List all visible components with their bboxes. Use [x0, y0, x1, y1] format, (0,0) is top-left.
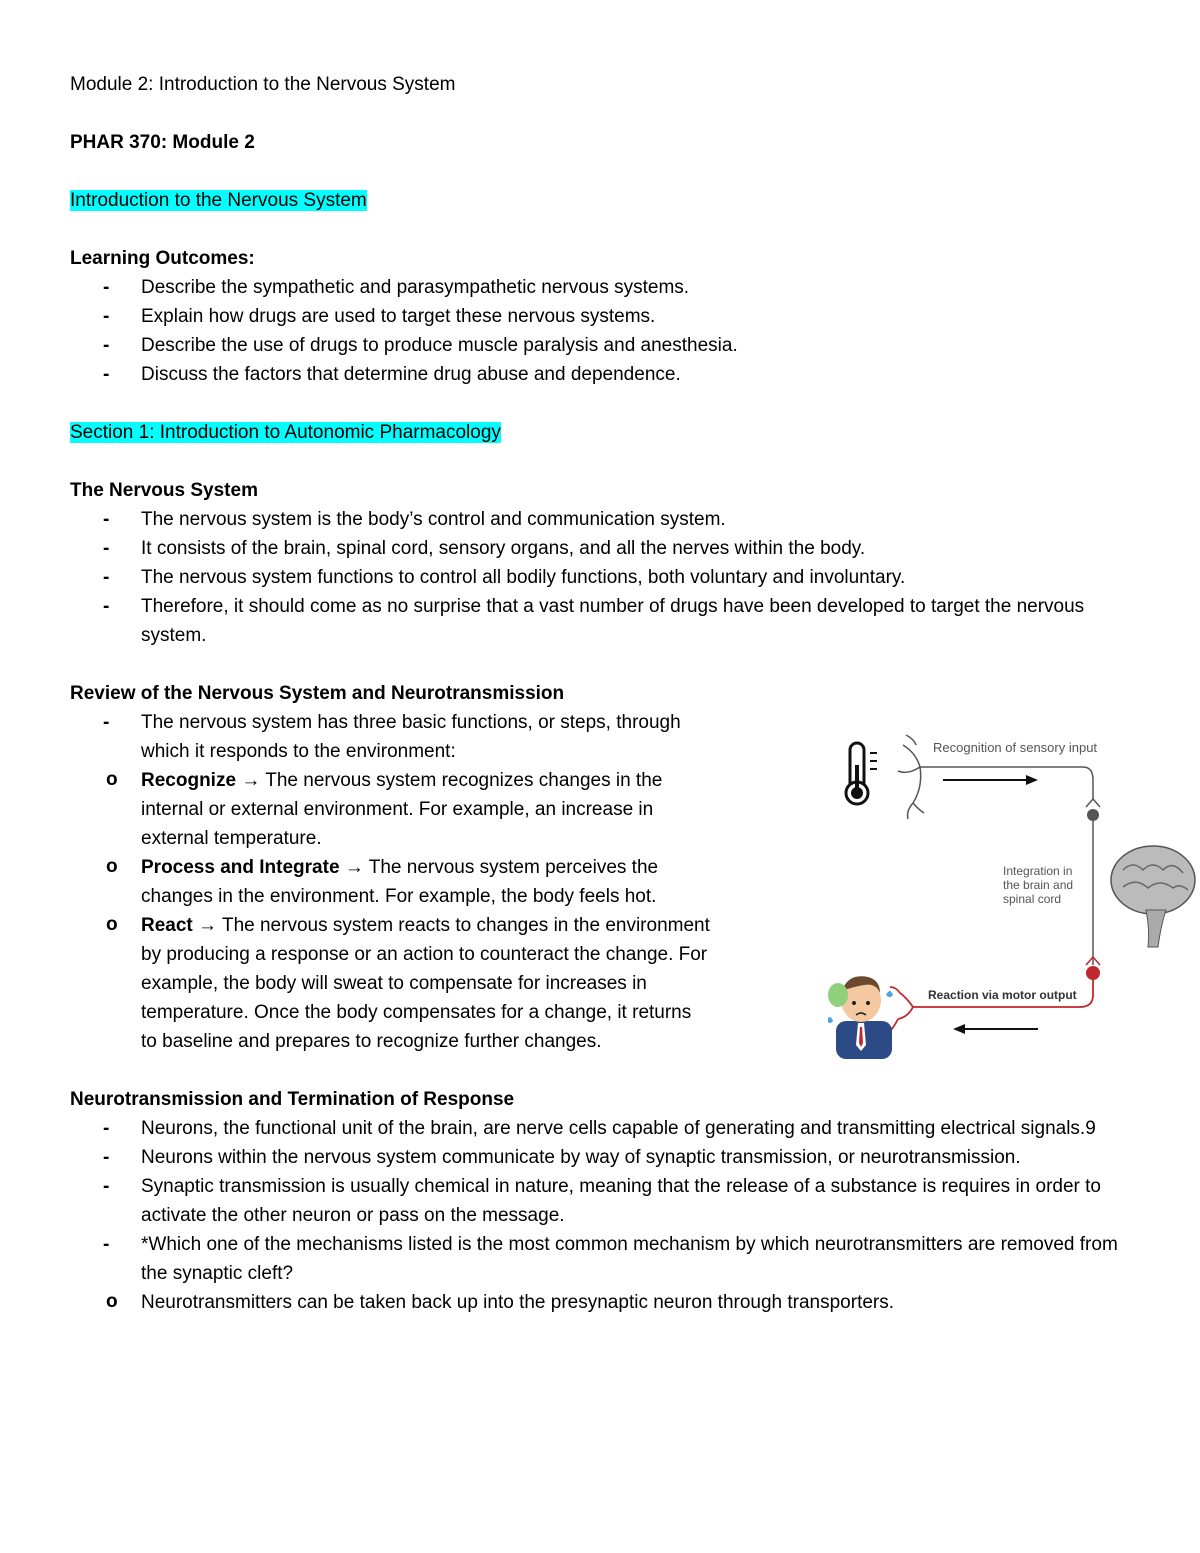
label-motor: Reaction via motor output: [928, 988, 1077, 1002]
learning-outcomes-list: [70, 273, 1140, 389]
sweating-person-icon: [828, 976, 893, 1059]
list-item: - Describe the use of drugs to produce muscle paralysis and anesthesia.: [70, 331, 1140, 360]
list-item: - *Which one of the mechanisms listed is the most common mechanism by which neurotransmitters are removed from the synaptic cleft? o Neurotransmitters can be taken back up into the presynaptic neuron through transporters.: [70, 1230, 1130, 1317]
label-sensory: Recognition of sensory input: [933, 740, 1098, 755]
arrow-icon: →: [344, 857, 364, 878]
list-item: - Neurons within the nervous system communicate by way of synaptic transmission, or neurotransmission.: [70, 1143, 1130, 1172]
highlighted-title: Introduction to the Nervous System: [70, 190, 367, 211]
review-heading: Review of the Nervous System and Neurotransmission: [70, 683, 565, 704]
list-item: - The nervous system functions to control all bodily functions, both voluntary and involuntary.: [70, 563, 1140, 592]
list-item: - It consists of the brain, spinal cord, sensory organs, and all the nerves within the body.: [70, 534, 1140, 563]
document-body: [70, 70, 1140, 1317]
review-steps: [70, 766, 780, 1056]
review-list: [70, 708, 770, 1056]
review-intro: - The nervous system has three basic functions, or steps, through which it responds to the environment: o Recognize → The nervous system recognizes changes in the internal or external environment. For example, an increase in external temperature. o Process and Integrate → The nervous system perceives the changes in the environment. For example, the body feels hot. o React → The nervous system reacts to changes in the environment by producing a response or an action to counteract the change. For example, the body will sweat to compensate for increases in temperature. Once the body compensates for a change, it returns to baseline and prepares to recognize further changes.: [70, 708, 681, 1056]
list-item: - Describe the sympathetic and parasympathetic nervous systems.: [70, 273, 1140, 302]
nervous-system-diagram: [828, 725, 1200, 1070]
label-integration-2: the brain and: [1003, 878, 1074, 892]
label-integration-3: spinal cord: [1003, 892, 1062, 906]
list-item: - The nervous system is the body’s control and communication system.: [70, 505, 1140, 534]
list-item: - Synaptic transmission is usually chemical in nature, meaning that the release of a substance is requires in order to activate the other neuron or pass on the message.: [70, 1172, 1130, 1230]
list-item: - Therefore, it should come as no surprise that a vast number of drugs have been developed to target the nervous system.: [70, 592, 1140, 650]
step-process: o Process and Integrate → The nervous system perceives the changes in the environment. For example, the body feels hot.: [70, 853, 711, 911]
list-item: - Discuss the factors that determine drug abuse and dependence.: [70, 360, 1140, 389]
sub-list: [70, 1288, 1130, 1317]
nervous-system-heading: The Nervous System: [70, 480, 258, 501]
course-title: PHAR 370: Module 2: [70, 132, 255, 153]
step-react: o React → The nervous system reacts to changes in the environment by producing a response or an action to counteract the change. For example, the body will sweat to compensate for increases in temperature. Once the body compensates for a change, it returns to baseline and prepares to recognize further changes.: [70, 911, 711, 1056]
neurotransmission-heading: Neurotransmission and Termination of Response: [70, 1089, 515, 1110]
neurotransmission-list: [70, 1114, 1130, 1317]
label-integration-1: Integration in: [1003, 864, 1073, 878]
arrow-icon: →: [241, 770, 261, 791]
arrow-right-icon: [943, 775, 1038, 785]
module-line: Module 2: Introduction to the Nervous System: [70, 74, 456, 95]
step-term: Process and Integrate: [141, 857, 340, 878]
sub-list-item: o Neurotransmitters can be taken back up into the presynaptic neuron through transporters.: [70, 1288, 1130, 1317]
arrow-icon: →: [198, 915, 218, 936]
thermometer-icon: [846, 743, 877, 804]
step-recognize: o Recognize → The nervous system recognizes changes in the internal or external environment. For example, an increase in external temperature.: [70, 766, 711, 853]
step-term: Recognize: [141, 770, 237, 791]
learning-outcomes-heading: Learning Outcomes:: [70, 248, 255, 269]
step-term: React: [141, 915, 193, 936]
nervous-system-list: [70, 505, 1140, 650]
section-1-title: Section 1: Introduction to Autonomic Pharmacology: [70, 422, 501, 443]
arrow-left-icon: [953, 1024, 1038, 1034]
list-item: - Explain how drugs are used to target these nervous systems.: [70, 302, 1140, 331]
list-item: - Neurons, the functional unit of the brain, are nerve cells capable of generating and transmitting electrical signals.9: [70, 1114, 1130, 1143]
brain-icon: [1111, 846, 1195, 947]
